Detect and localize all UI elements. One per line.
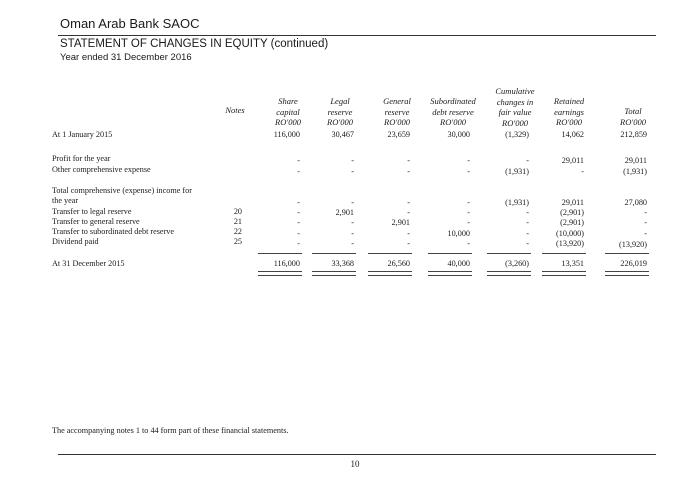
cell-subdebt: 10,000 bbox=[447, 229, 470, 238]
cell-legal: - bbox=[351, 156, 354, 165]
cell-cumul: - bbox=[526, 239, 529, 248]
cell-total: 212,859 bbox=[620, 130, 647, 139]
page-number: 10 bbox=[350, 459, 360, 469]
header-rule bbox=[58, 35, 656, 36]
company-name: Oman Arab Bank SAOC bbox=[60, 16, 200, 31]
cell-subdebt: - bbox=[467, 239, 470, 248]
cell-retained: (13,920) bbox=[556, 239, 584, 248]
cell-retained: 29,011 bbox=[561, 156, 584, 165]
cell-share: 116,000 bbox=[273, 259, 300, 268]
cell-cumul: - bbox=[526, 208, 529, 217]
cell-share: - bbox=[297, 208, 300, 217]
row-label: Transfer to legal reserve bbox=[52, 207, 132, 216]
cell-share: - bbox=[297, 239, 300, 248]
col-notes: Notes bbox=[225, 105, 245, 115]
cell-legal: - bbox=[351, 198, 354, 207]
col-cumulative-fair-value: Cumulative changes in fair value RO'000 bbox=[495, 86, 535, 128]
cell-subdebt: - bbox=[467, 198, 470, 207]
cell-total: - bbox=[644, 229, 647, 238]
row-label: At 1 January 2015 bbox=[52, 130, 113, 139]
statement-period: Year ended 31 December 2016 bbox=[60, 52, 192, 63]
cell-legal: - bbox=[351, 229, 354, 238]
row-note: 21 bbox=[233, 217, 242, 226]
cell-legal: 33,368 bbox=[331, 259, 354, 268]
cell-total: - bbox=[644, 218, 647, 227]
col-general-reserve: General reserve RO'000 bbox=[383, 96, 411, 127]
cell-cumul: (1,931) bbox=[505, 167, 529, 176]
statement-title: STATEMENT OF CHANGES IN EQUITY (continued) bbox=[60, 38, 329, 50]
row-label: Transfer to general reserve bbox=[52, 217, 140, 226]
cell-share: - bbox=[297, 167, 300, 176]
cell-legal: - bbox=[351, 218, 354, 227]
row-label: Other comprehensive expense bbox=[52, 165, 151, 174]
cell-share: 116,000 bbox=[273, 130, 300, 139]
cell-general: 23,659 bbox=[387, 130, 410, 139]
cell-retained: (10,000) bbox=[556, 229, 584, 238]
row-note: 25 bbox=[233, 237, 242, 246]
cell-general: - bbox=[407, 198, 410, 207]
cell-general: - bbox=[407, 229, 410, 238]
cell-retained: (2,901) bbox=[560, 208, 584, 217]
row-label: Profit for the year bbox=[52, 154, 111, 163]
cell-total: 29,011 bbox=[624, 156, 647, 165]
cell-general: - bbox=[407, 167, 410, 176]
cell-legal: 30,467 bbox=[331, 130, 354, 139]
cell-cumul: (1,931) bbox=[505, 198, 529, 207]
cell-subdebt: 40,000 bbox=[447, 259, 470, 268]
cell-total: (13,920) bbox=[619, 240, 647, 249]
cell-legal: - bbox=[351, 167, 354, 176]
cell-subdebt: - bbox=[467, 156, 470, 165]
cell-total: - bbox=[644, 208, 647, 217]
cell-general: 2,901 bbox=[391, 218, 410, 227]
row-note: 22 bbox=[233, 227, 242, 236]
col-share-capital: Share capital RO'000 bbox=[275, 96, 301, 127]
cell-subdebt: - bbox=[467, 218, 470, 227]
cell-subdebt: - bbox=[467, 167, 470, 176]
col-legal-reserve: Legal reserve RO'000 bbox=[327, 96, 353, 127]
cell-retained: 14,062 bbox=[561, 130, 584, 139]
cell-general: - bbox=[407, 208, 410, 217]
cell-total: (1,931) bbox=[623, 167, 647, 176]
cell-cumul: (1,329) bbox=[505, 130, 529, 139]
footer-rule bbox=[58, 454, 656, 455]
cell-cumul: - bbox=[526, 229, 529, 238]
row-label: Total comprehensive (expense) income for bbox=[52, 186, 192, 195]
row-note: 20 bbox=[233, 207, 242, 216]
footer-note: The accompanying notes 1 to 44 form part of these financial statements. bbox=[52, 426, 289, 435]
cell-retained: (2,901) bbox=[560, 218, 584, 227]
cell-retained: 29,011 bbox=[561, 198, 584, 207]
cell-share: - bbox=[297, 198, 300, 207]
cell-cumul: - bbox=[526, 218, 529, 227]
cell-share: - bbox=[297, 229, 300, 238]
cell-retained: 13,351 bbox=[561, 259, 584, 268]
cell-total: 226,019 bbox=[620, 259, 647, 268]
cell-retained: - bbox=[581, 167, 584, 176]
cell-legal: - bbox=[351, 239, 354, 248]
cell-subdebt: - bbox=[467, 208, 470, 217]
cell-general: 26,560 bbox=[387, 259, 410, 268]
cell-general: - bbox=[407, 239, 410, 248]
cell-cumul: (3,260) bbox=[505, 259, 529, 268]
row-label: At 31 December 2015 bbox=[52, 259, 125, 268]
cell-subdebt: 30,000 bbox=[447, 130, 470, 139]
row-label-continued: the year bbox=[52, 196, 79, 205]
row-label: Dividend paid bbox=[52, 237, 99, 246]
col-retained-earnings: Retained earnings RO'000 bbox=[553, 96, 585, 127]
cell-total: 27,080 bbox=[624, 198, 647, 207]
cell-share: - bbox=[297, 156, 300, 165]
col-total: Total RO'000 bbox=[620, 106, 646, 127]
cell-share: - bbox=[297, 218, 300, 227]
cell-legal: 2,901 bbox=[335, 208, 354, 217]
col-subordinated-debt-reserve: Subordinated debt reserve RO'000 bbox=[430, 96, 476, 127]
cell-general: - bbox=[407, 156, 410, 165]
row-label: Transfer to subordinated debt reserve bbox=[52, 227, 175, 236]
cell-cumul: - bbox=[526, 156, 529, 165]
